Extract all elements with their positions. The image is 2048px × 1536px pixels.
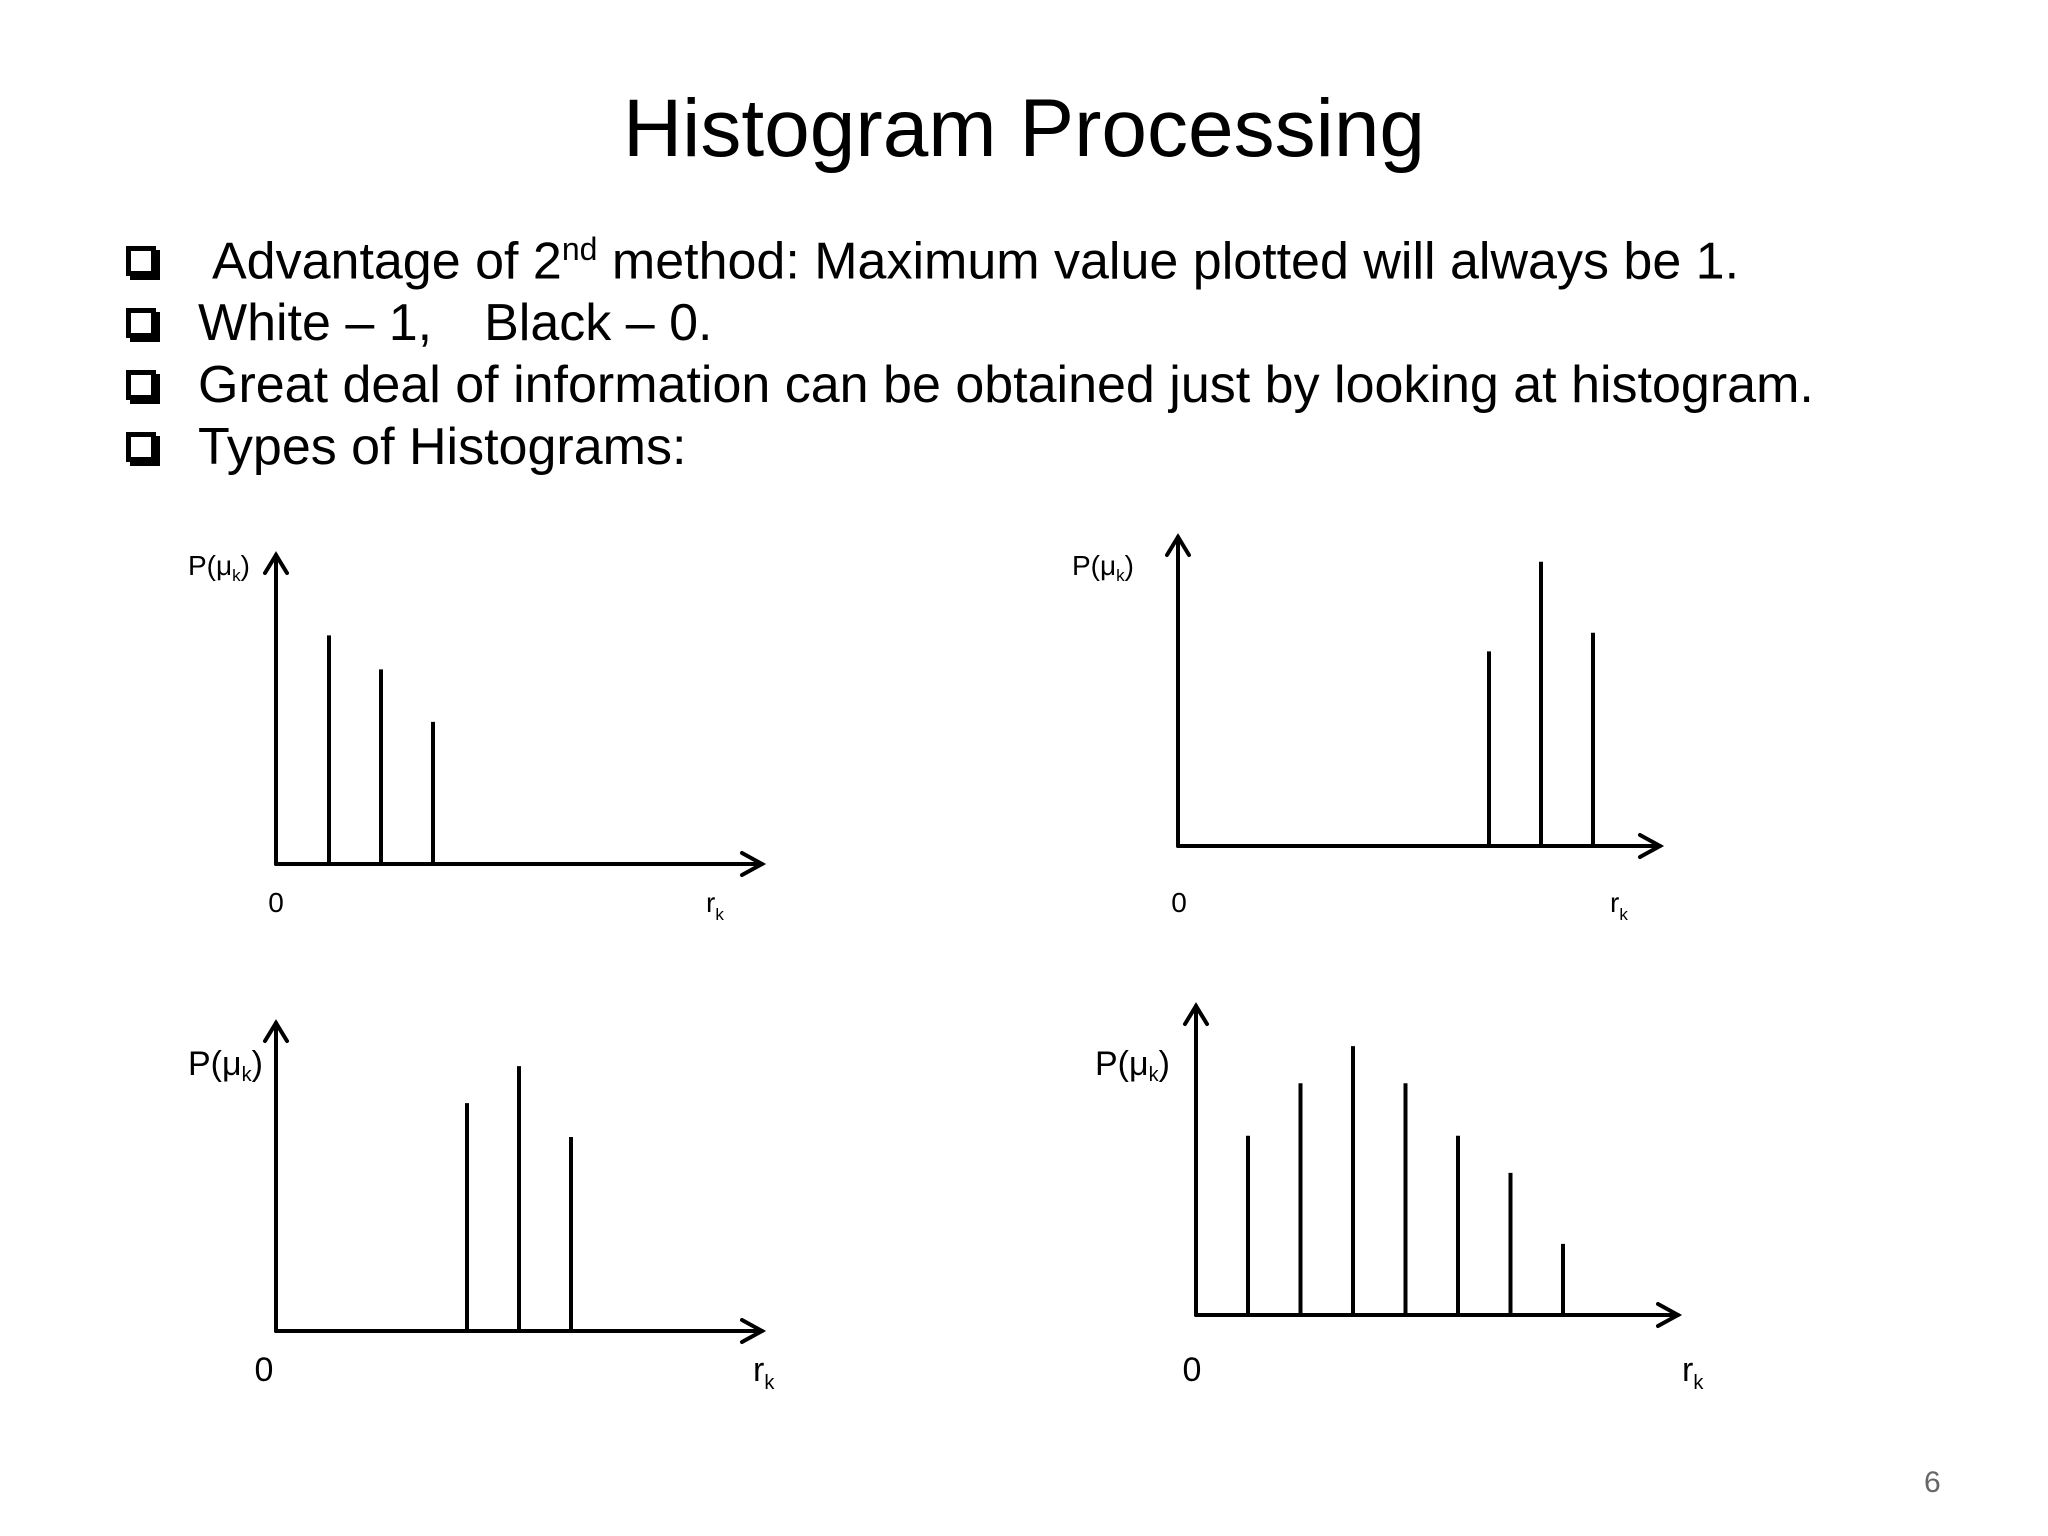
superscript: nd bbox=[561, 230, 598, 267]
bullet-text: Great deal of information can be obtained just by looking at histogram. bbox=[198, 356, 1814, 414]
y-axis-label-part: k bbox=[232, 566, 241, 585]
y-axis-label-part: P(μ bbox=[188, 550, 233, 581]
origin-label: 0 bbox=[1171, 887, 1187, 918]
y-axis-label-part: k bbox=[1116, 566, 1125, 585]
x-axis-label-part: k bbox=[1693, 1372, 1704, 1394]
x-axis-label-part: r bbox=[1610, 887, 1620, 918]
slide-title: Histogram Processing bbox=[622, 83, 1426, 174]
x-axis-label-part: k bbox=[715, 905, 724, 924]
y-axis-label bbox=[188, 1045, 263, 1086]
histogram-panel-2 bbox=[1072, 537, 1660, 924]
histogram-panel-3 bbox=[188, 1023, 775, 1394]
y-axis-label-part: ) bbox=[240, 550, 250, 581]
y-axis-label-part: ) bbox=[1158, 1045, 1170, 1083]
y-axis-label-part: P(μ bbox=[1095, 1045, 1149, 1083]
x-axis-label-part: r bbox=[706, 887, 716, 918]
bullet-text-part: Advantage of 2 bbox=[212, 232, 562, 291]
x-axis-label-part: r bbox=[753, 1351, 765, 1389]
origin-label: 0 bbox=[1182, 1351, 1202, 1389]
origin-label: 0 bbox=[268, 887, 284, 918]
x-axis-label bbox=[1682, 1351, 1704, 1394]
y-axis-label bbox=[1072, 550, 1134, 585]
x-axis-label bbox=[706, 887, 724, 924]
histogram-panel-1 bbox=[188, 550, 762, 924]
black-value: Black – 0. bbox=[484, 294, 713, 352]
x-axis-label bbox=[1610, 887, 1628, 924]
y-axis-label-part: ) bbox=[251, 1045, 263, 1083]
y-axis-label bbox=[1095, 1045, 1170, 1086]
x-axis-label-part: k bbox=[1619, 905, 1628, 924]
y-axis-label-part: P(μ bbox=[188, 1045, 242, 1083]
y-axis-label-part: k bbox=[241, 1064, 252, 1086]
y-axis-label-part: ) bbox=[1124, 550, 1134, 581]
bullet-text: Types of Histograms: bbox=[198, 418, 687, 476]
y-axis-label bbox=[188, 550, 250, 585]
x-axis-label-part: k bbox=[764, 1372, 775, 1394]
x-axis-label bbox=[753, 1351, 775, 1394]
white-value: White – 1, bbox=[198, 294, 433, 352]
histogram-panel-4 bbox=[1095, 1006, 1704, 1394]
bullet-text-part: method: Maximum value plotted will always be 1. bbox=[597, 232, 1740, 291]
x-axis-label-part: r bbox=[1682, 1351, 1694, 1389]
page-number: 6 bbox=[1924, 1466, 1941, 1499]
y-axis-label-part: P(μ bbox=[1072, 550, 1117, 581]
y-axis-label-part: k bbox=[1148, 1064, 1159, 1086]
origin-label: 0 bbox=[254, 1351, 274, 1389]
